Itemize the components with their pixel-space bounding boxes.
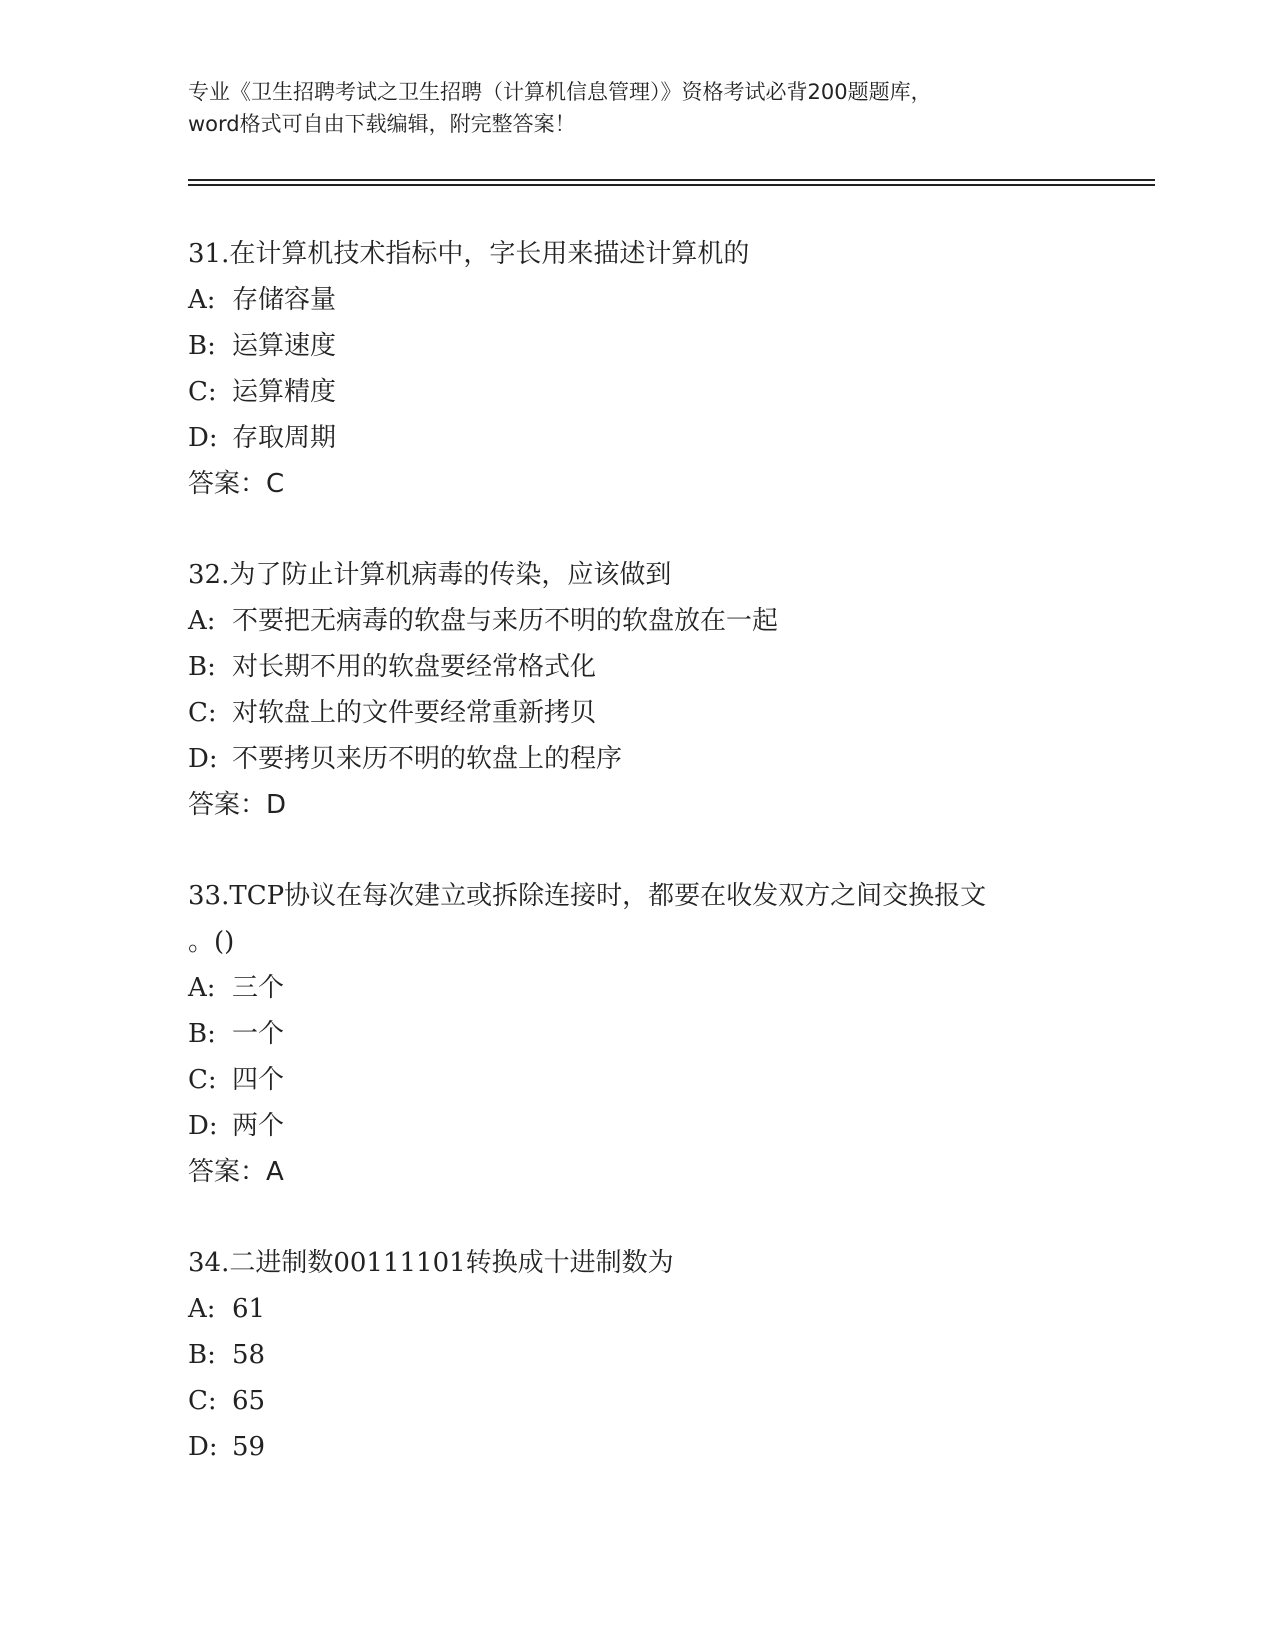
option-key: C: bbox=[188, 1065, 217, 1095]
question-33 bbox=[188, 873, 1088, 1195]
option-text: 两个 bbox=[232, 1111, 285, 1141]
option-text: 65 bbox=[232, 1386, 266, 1416]
option-c bbox=[188, 690, 1088, 736]
option-key: A: bbox=[188, 1294, 216, 1324]
option-c bbox=[188, 369, 1088, 415]
option-b bbox=[188, 1332, 1088, 1378]
option-d bbox=[188, 1103, 1088, 1149]
option-text: 对软盘上的文件要经常重新拷贝 bbox=[232, 698, 597, 728]
document-header bbox=[188, 76, 1088, 140]
option-a bbox=[188, 965, 1088, 1011]
option-key: B: bbox=[188, 652, 216, 682]
option-b bbox=[188, 323, 1088, 369]
question-stem-continuation: 。() bbox=[188, 927, 235, 957]
question-34 bbox=[188, 1240, 1088, 1470]
option-d bbox=[188, 1424, 1088, 1470]
option-key: D: bbox=[188, 1432, 218, 1462]
option-text: 对长期不用的软盘要经常格式化 bbox=[232, 652, 597, 682]
question-stem: 34.二进制数00111101转换成十进制数为 bbox=[188, 1248, 674, 1278]
option-key: B: bbox=[188, 1340, 216, 1370]
option-text: 58 bbox=[232, 1340, 266, 1370]
header-divider-bottom bbox=[188, 184, 1155, 186]
option-a bbox=[188, 598, 1088, 644]
option-c bbox=[188, 1057, 1088, 1103]
option-b bbox=[188, 1011, 1088, 1057]
option-text: 59 bbox=[232, 1432, 266, 1462]
option-d bbox=[188, 415, 1088, 461]
question-stem: 31.在计算机技术指标中，字长用来描述计算机的 bbox=[188, 239, 750, 269]
option-text: 存储容量 bbox=[232, 285, 337, 315]
option-d bbox=[188, 736, 1088, 782]
option-key: A: bbox=[188, 285, 216, 315]
option-text: 四个 bbox=[232, 1065, 285, 1095]
option-c bbox=[188, 1378, 1088, 1424]
option-text: 61 bbox=[232, 1294, 266, 1324]
option-text: 运算速度 bbox=[232, 331, 337, 361]
option-text: 三个 bbox=[232, 973, 285, 1003]
option-key: D: bbox=[188, 423, 218, 453]
header-line-2: word格式可自由下载编辑，附完整答案！ bbox=[188, 112, 576, 136]
option-key: C: bbox=[188, 698, 217, 728]
option-b bbox=[188, 644, 1088, 690]
question-31 bbox=[188, 231, 1088, 507]
option-key: A: bbox=[188, 973, 216, 1003]
option-key: D: bbox=[188, 1111, 218, 1141]
option-text: 一个 bbox=[232, 1019, 285, 1049]
option-a bbox=[188, 1286, 1088, 1332]
question-stem: 32.为了防止计算机病毒的传染，应该做到 bbox=[188, 560, 672, 590]
option-text: 不要拷贝来历不明的软盘上的程序 bbox=[232, 744, 623, 774]
question-stem: 33.TCP协议在每次建立或拆除连接时，都要在收发双方之间交换报文 bbox=[188, 881, 987, 911]
question-32 bbox=[188, 552, 1088, 828]
option-text: 存取周期 bbox=[232, 423, 337, 453]
option-key: A: bbox=[188, 606, 216, 636]
answer-line: 答案：A bbox=[188, 1157, 284, 1187]
option-key: C: bbox=[188, 377, 217, 407]
option-a bbox=[188, 277, 1088, 323]
header-line-1: 专业《卫生招聘考试之卫生招聘（计算机信息管理）》资格考试必背200题题库， bbox=[188, 80, 932, 104]
option-text: 运算精度 bbox=[232, 377, 337, 407]
answer-line: 答案：C bbox=[188, 469, 285, 499]
question-list bbox=[188, 231, 1088, 1515]
answer-line: 答案：D bbox=[188, 790, 287, 820]
option-key: C: bbox=[188, 1386, 217, 1416]
option-key: B: bbox=[188, 331, 216, 361]
option-text: 不要把无病毒的软盘与来历不明的软盘放在一起 bbox=[232, 606, 779, 636]
option-key: D: bbox=[188, 744, 218, 774]
header-divider-top bbox=[188, 179, 1155, 181]
option-key: B: bbox=[188, 1019, 216, 1049]
